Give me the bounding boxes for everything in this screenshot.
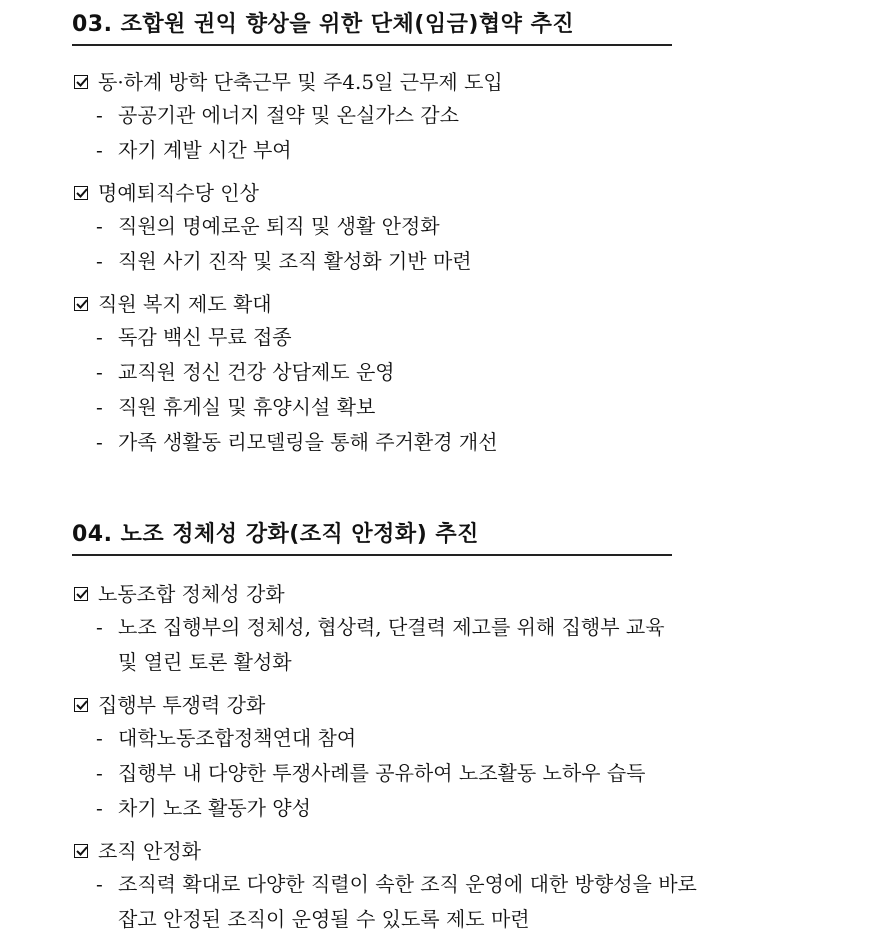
checklist-item xyxy=(74,578,834,680)
list-item-text: 공공기관 에너지 절약 및 온실가스 감소 xyxy=(118,103,459,127)
section-divider xyxy=(72,44,672,46)
item-heading: 명예퇴직수당 인상 xyxy=(98,181,259,205)
bullet-dash: - xyxy=(96,325,103,349)
list-item-continuation: 잡고 안정된 조직이 운영될 수 있도록 제도 마련 xyxy=(118,907,530,931)
bullet-dash: - xyxy=(96,615,103,639)
checkbox-checked-icon xyxy=(74,186,88,200)
list-item xyxy=(74,355,834,390)
list-item-text: 가족 생활동 리모델링을 통해 주거환경 개선 xyxy=(118,430,498,454)
bullet-dash: - xyxy=(96,214,103,238)
list-item xyxy=(74,320,834,355)
bullet-dash: - xyxy=(96,761,103,785)
list-item xyxy=(74,133,834,168)
list-item xyxy=(74,244,834,279)
list-item xyxy=(74,425,834,460)
list-item xyxy=(74,98,834,133)
section-title: 04. 노조 정체성 강화(조직 안정화) 추진 xyxy=(72,522,479,547)
list-item xyxy=(74,610,834,645)
list-item xyxy=(74,867,834,902)
checkbox-checked-icon xyxy=(74,75,88,89)
section-title: 03. 조합원 권익 향상을 위한 단체(임금)협약 추진 xyxy=(72,12,575,37)
list-item-text: 직원 사기 진작 및 조직 활성화 기반 마련 xyxy=(118,249,472,273)
bullet-dash: - xyxy=(96,430,103,454)
bullet-dash: - xyxy=(96,103,103,127)
item-heading: 집행부 투쟁력 강화 xyxy=(98,693,266,717)
list-item xyxy=(74,209,834,244)
list-item xyxy=(74,791,834,826)
item-heading: 동·하계 방학 단축근무 및 주4.5일 근무제 도입 xyxy=(98,70,503,94)
section-04 xyxy=(72,518,672,556)
checklist-item xyxy=(74,66,834,168)
list-item-text: 집행부 내 다양한 투쟁사례를 공유하여 노조활동 노하우 습득 xyxy=(118,761,646,785)
list-item-text: 독감 백신 무료 접종 xyxy=(118,325,292,349)
list-item-continuation: 및 열린 토론 활성화 xyxy=(118,650,292,674)
checkbox-checked-icon xyxy=(74,297,88,311)
list-item-text: 대학노동조합정책연대 참여 xyxy=(118,726,357,750)
list-item-text: 직원의 명예로운 퇴직 및 생활 안정화 xyxy=(118,214,440,238)
bullet-dash: - xyxy=(96,395,103,419)
list-item xyxy=(74,756,834,791)
checkbox-checked-icon xyxy=(74,587,88,601)
checklist-item xyxy=(74,177,834,279)
item-heading: 조직 안정화 xyxy=(98,839,201,863)
checkbox-checked-icon xyxy=(74,844,88,858)
list-item-text: 노조 집행부의 정체성, 협상력, 단결력 제고를 위해 집행부 교육 xyxy=(118,615,665,639)
list-item-text: 교직원 정신 건강 상담제도 운영 xyxy=(118,360,395,384)
list-item-text: 차기 노조 활동가 양성 xyxy=(118,796,311,820)
checklist-item xyxy=(74,689,834,826)
section-03 xyxy=(72,8,672,46)
bullet-dash: - xyxy=(96,726,103,750)
checklist-item xyxy=(74,288,834,460)
checklist-item xyxy=(74,835,834,937)
bullet-dash: - xyxy=(96,796,103,820)
bullet-dash: - xyxy=(96,138,103,162)
list-item-text: 직원 휴게실 및 휴양시설 확보 xyxy=(118,395,376,419)
item-heading: 직원 복지 제도 확대 xyxy=(98,292,272,316)
list-item xyxy=(74,721,834,756)
item-heading: 노동조합 정체성 강화 xyxy=(98,582,285,606)
checkbox-checked-icon xyxy=(74,698,88,712)
bullet-dash: - xyxy=(96,249,103,273)
list-item xyxy=(74,390,834,425)
bullet-dash: - xyxy=(96,360,103,384)
list-item-text: 자기 계발 시간 부여 xyxy=(118,138,292,162)
bullet-dash: - xyxy=(96,872,103,896)
section-divider xyxy=(72,554,672,556)
list-item-text: 조직력 확대로 다양한 직렬이 속한 조직 운영에 대한 방향성을 바로 xyxy=(118,872,697,896)
